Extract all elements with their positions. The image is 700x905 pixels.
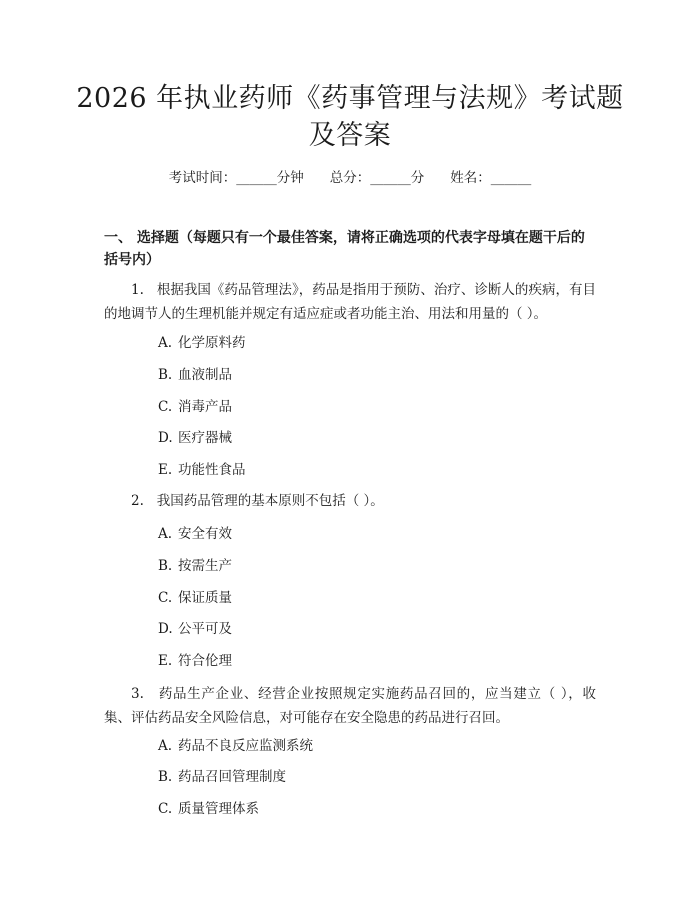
section-heading: 一、 选择题（每题只有一个最佳答案，请将正确选项的代表字母填在题干后的括号内） [104,230,585,268]
option-letter: D. [158,430,173,446]
option-text: 消毒产品 [178,399,232,415]
option-letter: C. [158,399,173,415]
option-1-b [158,365,232,385]
option-text: 功能性食品 [178,462,246,478]
option-letter: D. [158,621,173,637]
option-letter: A. [158,526,173,542]
option-2-d [158,619,232,639]
option-letter: B. [158,769,173,785]
option-letter: E. [158,462,173,478]
exam-info [0,168,700,188]
option-1-d [158,428,232,448]
option-2-e [158,651,232,671]
option-text: 符合伦理 [178,653,232,669]
question-text: 我国药品管理的基本原则不包括（ ）。 [156,493,384,509]
option-text: 化学原料药 [178,335,246,351]
option-3-c [158,799,259,819]
option-text: 血液制品 [178,367,232,383]
option-text: 质量管理体系 [178,801,259,817]
option-3-a [158,736,313,756]
question-2 [104,489,596,513]
option-letter: C. [158,590,173,606]
question-3 [104,682,596,730]
option-letter: C. [158,801,173,817]
question-number: 2. [131,493,144,509]
question-number: 3. [131,686,144,702]
title-line-2: 及答案 [308,120,392,151]
document-title [60,80,640,154]
option-letter: B. [158,367,173,383]
option-letter: A. [158,738,173,754]
exam-time: 考试时间：______分钟 [168,170,304,186]
option-1-a [158,333,246,353]
option-text: 安全有效 [178,526,232,542]
title-line-1: 2026 年执业药师《药事管理与法规》考试题 [76,83,624,114]
option-letter: E. [158,653,173,669]
option-2-c [158,588,232,608]
option-2-a [158,524,232,544]
option-1-e [158,460,246,480]
option-letter: B. [158,558,173,574]
option-2-b [158,556,232,576]
option-text: 药品不良反应监测系统 [178,738,313,754]
option-text: 按需生产 [178,558,232,574]
question-number: 1. [131,282,144,298]
option-1-c [158,397,232,417]
option-text: 医疗器械 [178,430,232,446]
option-text: 保证质量 [178,590,232,606]
option-letter: A. [158,335,173,351]
question-text: 药品生产企业、经营企业按照规定实施药品召回的，应当建立（ ），收集、评估药品安全风险信息，对可能存在安全隐患的药品进行召回。 [104,686,596,726]
option-3-b [158,767,286,787]
question-text: 根据我国《药品管理法》，药品是指用于预防、治疗、诊断人的疾病，有目的地调节人的生理机能并规定有适应症或者功能主治、用法和用量的（ ）。 [104,282,597,322]
question-1 [104,278,596,326]
option-text: 公平可及 [178,621,232,637]
option-text: 药品召回管理制度 [178,769,286,785]
exam-name: 姓名：______ [450,170,532,186]
exam-score: 总分：______分 [329,170,425,186]
